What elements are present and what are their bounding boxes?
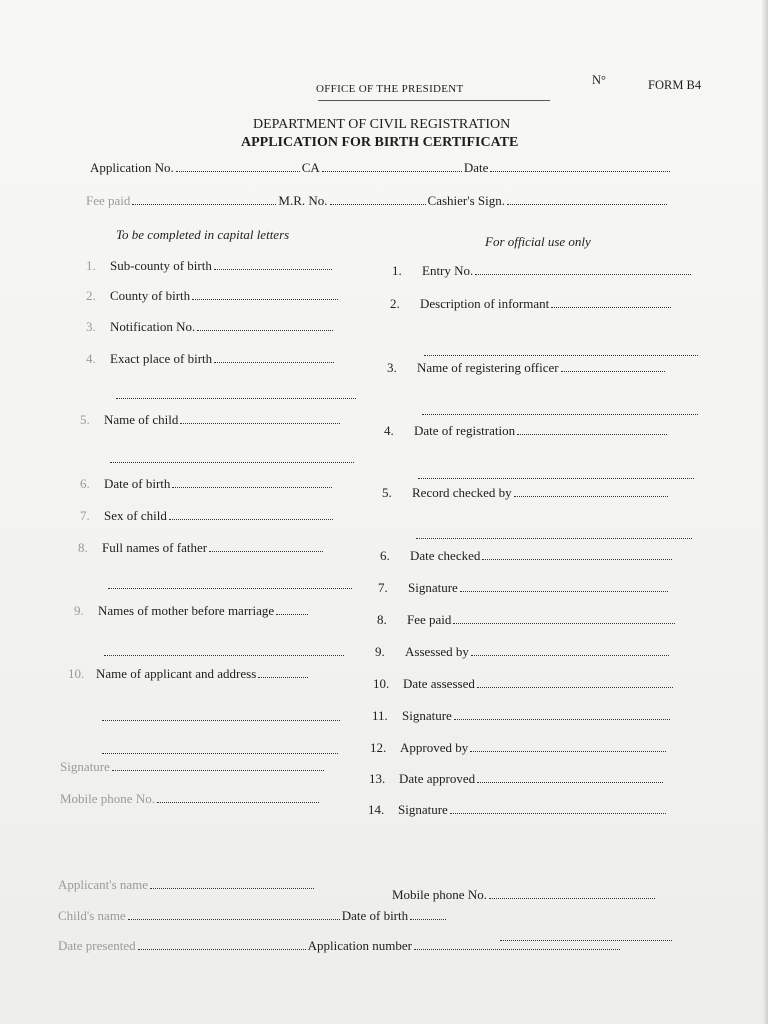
footer-mobile-row xyxy=(392,887,657,903)
right-item-11 xyxy=(372,708,672,724)
item-number: 2. xyxy=(86,288,96,303)
form-title: APPLICATION FOR BIRTH CERTIFICATE xyxy=(241,135,519,150)
right-item-10 xyxy=(373,676,675,692)
right-item-2 xyxy=(390,296,673,312)
item-label: Signature xyxy=(398,802,448,817)
item-number: 3. xyxy=(387,360,397,375)
date-presented-label: Date presented xyxy=(58,938,136,953)
page-edge-shadow xyxy=(762,0,768,1024)
father-names-field[interactable] xyxy=(209,551,323,552)
approved-by-field[interactable] xyxy=(470,751,666,752)
application-no-row xyxy=(90,160,672,176)
footer-presented-row xyxy=(58,938,622,954)
date-checked-field[interactable] xyxy=(482,559,672,560)
mother-names-line2[interactable] xyxy=(102,643,346,661)
signature-label: Signature xyxy=(60,759,110,774)
item-number: 4. xyxy=(384,423,394,438)
item-number: 12. xyxy=(370,740,387,755)
right-item-14 xyxy=(368,802,668,818)
record-checked-line2[interactable] xyxy=(414,526,694,544)
item-number: 1. xyxy=(392,263,402,278)
application-number-label: Application number xyxy=(307,938,412,953)
item-label: Fee paid xyxy=(407,612,452,627)
right-item-4 xyxy=(384,423,669,439)
signature-field[interactable] xyxy=(112,770,324,771)
item-label: Signature xyxy=(402,708,452,723)
left-item-7 xyxy=(80,508,335,524)
right-item-13 xyxy=(369,771,665,787)
childs-name-field[interactable] xyxy=(128,919,340,920)
item-number: 7. xyxy=(378,580,388,595)
fee-paid-label: Fee paid xyxy=(86,193,131,208)
left-item-6 xyxy=(80,476,334,492)
childs-name-label: Child's name xyxy=(58,908,126,923)
sub-county-field[interactable] xyxy=(214,269,332,270)
mr-no-label: M.R. No. xyxy=(278,193,328,208)
item-number: 5. xyxy=(80,412,90,427)
item-label: Entry No. xyxy=(422,263,474,278)
record-checked-field[interactable] xyxy=(514,496,668,497)
left-item-9 xyxy=(74,603,310,619)
entry-no-field[interactable] xyxy=(475,274,691,275)
date-label: Date xyxy=(463,160,489,175)
signature-7-field[interactable] xyxy=(460,591,668,592)
application-no-label: Application No. xyxy=(90,160,174,175)
item-label: Sub-county of birth xyxy=(110,258,212,273)
footer-child-row xyxy=(58,908,448,924)
date-presented-field[interactable] xyxy=(138,949,306,950)
item-label: Sex of child xyxy=(104,508,167,523)
item-label: Names of mother before marriage xyxy=(98,603,275,618)
right-item-6 xyxy=(380,548,674,564)
applicant-address-field[interactable] xyxy=(258,677,308,678)
notification-no-field[interactable] xyxy=(197,330,333,331)
left-item-2 xyxy=(86,288,340,304)
header-rule xyxy=(318,100,550,101)
application-number-field[interactable] xyxy=(414,949,620,950)
item-number: 9. xyxy=(375,644,385,659)
item-number: 2. xyxy=(390,296,400,311)
item-number: 9. xyxy=(74,603,84,618)
item-number: 4. xyxy=(86,351,96,366)
left-item-3 xyxy=(86,319,335,335)
registration-date-field[interactable] xyxy=(517,434,667,435)
mother-names-field[interactable] xyxy=(276,614,308,615)
right-item-7 xyxy=(378,580,670,596)
signature-row xyxy=(60,759,326,775)
place-of-birth-field[interactable] xyxy=(214,362,334,363)
sex-of-child-field[interactable] xyxy=(169,519,333,520)
mr-no-field[interactable] xyxy=(330,204,426,205)
item-number: 8. xyxy=(78,540,88,555)
right-item-9 xyxy=(375,644,671,660)
cashiers-sign-field[interactable] xyxy=(507,204,667,205)
name-of-child-line2[interactable] xyxy=(108,450,356,468)
registering-officer-field[interactable] xyxy=(561,371,665,372)
county-field[interactable] xyxy=(192,299,338,300)
fee-paid-official-field[interactable] xyxy=(453,623,675,624)
item-number: 14. xyxy=(368,802,385,817)
left-item-8 xyxy=(78,540,325,556)
item-label: Date of registration xyxy=(414,423,516,438)
item-label: County of birth xyxy=(110,288,191,303)
item-label: Description of informant xyxy=(420,296,550,311)
footer-mobile-field[interactable] xyxy=(489,898,655,899)
item-label: Signature xyxy=(408,580,458,595)
applicants-name-label: Applicant's name xyxy=(58,877,149,892)
left-item-5 xyxy=(80,412,342,428)
fee-paid-row xyxy=(86,193,669,209)
item-label: Full names of father xyxy=(102,540,208,555)
item-number: 6. xyxy=(380,548,390,563)
item-label: Notification No. xyxy=(110,319,196,334)
mobile-row xyxy=(60,791,321,807)
father-names-line2[interactable] xyxy=(106,576,354,594)
item-label: Date approved xyxy=(399,771,476,786)
item-number: 5. xyxy=(382,485,392,500)
left-column-heading: To be completed in capital letters xyxy=(116,227,290,242)
item-number: 13. xyxy=(369,771,386,786)
number-mark: N° xyxy=(592,73,607,87)
item-number: 8. xyxy=(377,612,387,627)
item-number: 6. xyxy=(80,476,90,491)
item-number: 3. xyxy=(86,319,96,334)
item-number: 7. xyxy=(80,508,90,523)
right-item-8 xyxy=(377,612,677,628)
item-number: 11. xyxy=(372,708,388,723)
item-label: Approved by xyxy=(400,740,469,755)
item-label: Date assessed xyxy=(403,676,475,691)
place-of-birth-line2[interactable] xyxy=(114,386,358,404)
department-title: DEPARTMENT OF CIVIL REGISTRATION xyxy=(253,117,511,132)
right-column-heading: For official use only xyxy=(485,234,591,249)
signature-11-field[interactable] xyxy=(454,719,670,720)
right-item-3 xyxy=(387,360,667,376)
right-item-12 xyxy=(370,740,668,756)
left-item-10 xyxy=(68,666,310,682)
left-item-1 xyxy=(86,258,334,274)
assessed-by-field[interactable] xyxy=(471,655,669,656)
footer-applicant-row xyxy=(58,877,316,893)
name-of-child-field[interactable] xyxy=(180,423,340,424)
item-label: Name of registering officer xyxy=(417,360,559,375)
applicant-address-line3[interactable] xyxy=(100,741,340,759)
item-number: 10. xyxy=(373,676,390,691)
fee-paid-field[interactable] xyxy=(132,204,276,205)
item-label: Date checked xyxy=(410,548,481,563)
date-of-birth-field[interactable] xyxy=(172,487,332,488)
form-code: FORM B4 xyxy=(648,78,702,92)
informant-field[interactable] xyxy=(551,307,671,308)
footer-dob-field[interactable] xyxy=(410,919,446,920)
item-label: Name of applicant and address xyxy=(96,666,257,681)
applicant-address-line2[interactable] xyxy=(100,708,342,726)
item-label: Assessed by xyxy=(405,644,469,659)
mobile-label: Mobile phone No. xyxy=(60,791,155,806)
date-assessed-field[interactable] xyxy=(477,687,673,688)
cashiers-sign-label: Cashier's Sign. xyxy=(427,193,505,208)
signature-14-field[interactable] xyxy=(450,813,666,814)
item-label: Record checked by xyxy=(412,485,512,500)
item-label: Exact place of birth xyxy=(110,351,213,366)
registration-date-line2[interactable] xyxy=(416,466,696,484)
application-no-field[interactable] xyxy=(176,171,300,172)
item-label: Name of child xyxy=(104,412,179,427)
item-number: 10. xyxy=(68,666,85,681)
item-label: Date of birth xyxy=(104,476,171,491)
ca-field[interactable] xyxy=(322,171,462,172)
ca-label: CA xyxy=(301,160,320,175)
office-header: OFFICE OF THE PRESIDENT xyxy=(316,83,464,95)
registering-officer-line2[interactable] xyxy=(420,402,700,420)
item-number: 1. xyxy=(86,258,96,273)
right-item-5 xyxy=(382,485,670,501)
mobile-phone-label: Mobile phone No. xyxy=(392,887,487,902)
informant-line2[interactable] xyxy=(422,343,700,361)
date-field[interactable] xyxy=(490,171,670,172)
right-item-1 xyxy=(392,263,693,279)
mobile-field[interactable] xyxy=(157,802,319,803)
date-approved-field[interactable] xyxy=(477,782,663,783)
left-item-4 xyxy=(86,351,336,367)
footer-dob-label: Date of birth xyxy=(341,908,409,923)
applicants-name-field[interactable] xyxy=(150,888,314,889)
